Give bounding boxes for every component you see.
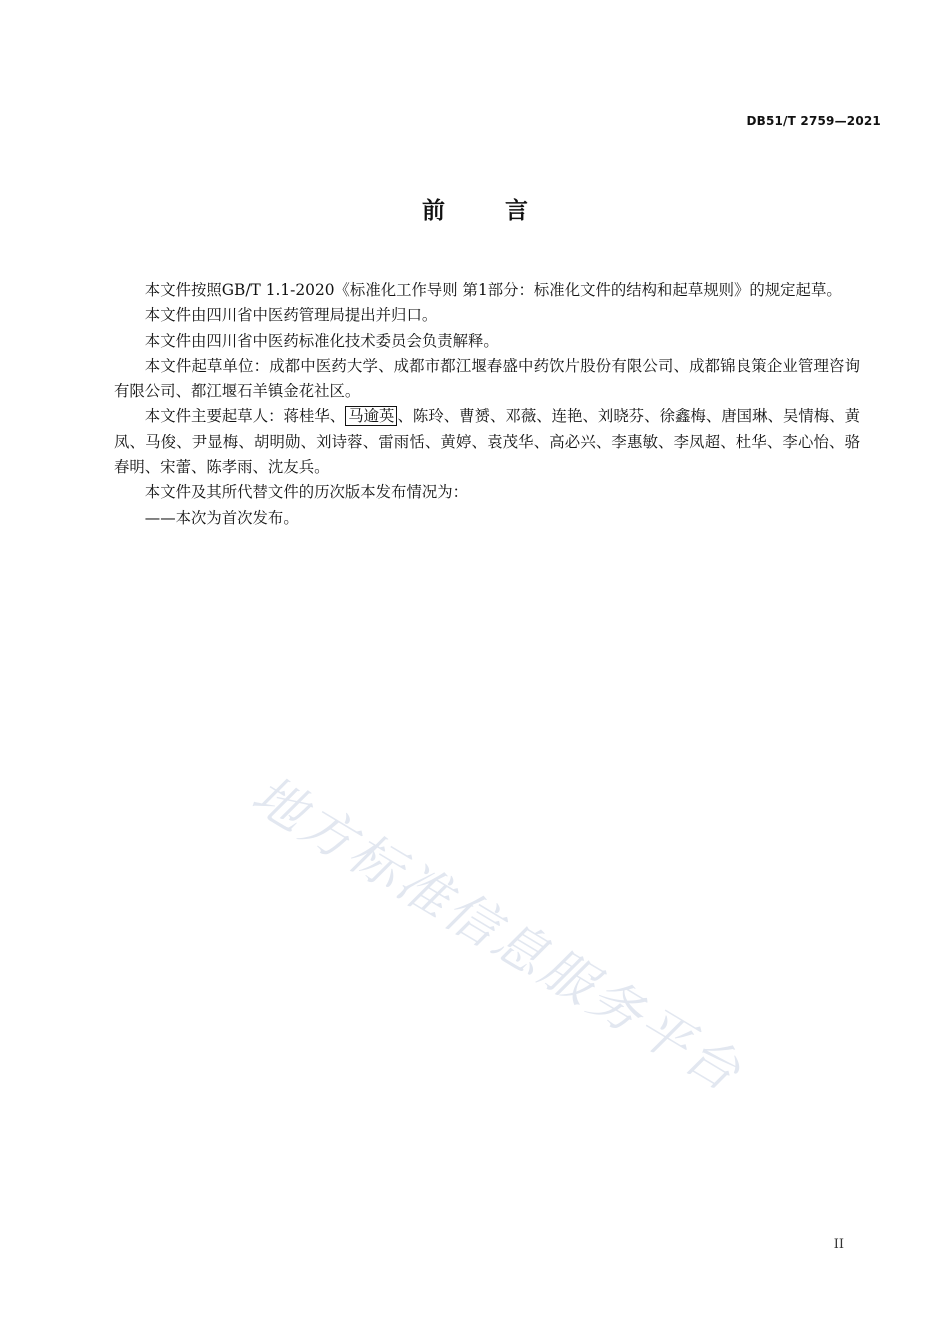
standard-code: DB51/T 2759—2021 — [746, 114, 881, 128]
page-title — [0, 192, 950, 225]
page-number: II — [833, 1237, 844, 1252]
watermark: 地方标准信息服务平台 — [241, 764, 753, 1105]
paragraph-version-history: 本文件及其所代替文件的历次版本发布情况为： — [144, 483, 469, 502]
page-title-part2: 言 — [505, 198, 528, 224]
paragraph-drafting-units: 本文件起草单位：成都中医药大学、成都市都江堰春盛中药饮片股份有限公司、成都锦良策企业管理咨询有限公司、都江堰石羊镇金花社区。 — [114, 356, 860, 401]
paragraph-interpreter: 本文件由四川省中医药标准化技术委员会负责解释。 — [144, 331, 499, 350]
highlighted-drafter-name: 马逾英 — [345, 406, 397, 426]
drafters-prefix: 本文件主要起草人：蒋桂华、 — [144, 407, 346, 426]
drafters-list: 、陈玲、曹赟、邓薇、连艳、刘晓芬、徐鑫梅、唐国琳、吴情梅、黄凤、马俊、尹显梅、胡明勋、刘诗蓉、雷雨恬、黄婷、袁茂华、高必兴、李惠敏、李凤超、杜华、李心怡、骆春明、宋蕾、陈孝雨、沈友兵。 — [114, 407, 860, 477]
preface-content — [114, 278, 860, 531]
paragraph-drafting-rules: 本文件按照GB/T 1.1-2020《标准化工作导则 第1部分：标准化文件的结构和起草规则》的规定起草。 — [144, 281, 842, 299]
page-title-part1: 前 — [422, 198, 445, 224]
paragraph-drafters — [114, 404, 860, 480]
paragraph-first-release: ——本次为首次发布。 — [144, 508, 299, 527]
paragraph-proposer: 本文件由四川省中医药管理局提出并归口。 — [144, 306, 438, 325]
